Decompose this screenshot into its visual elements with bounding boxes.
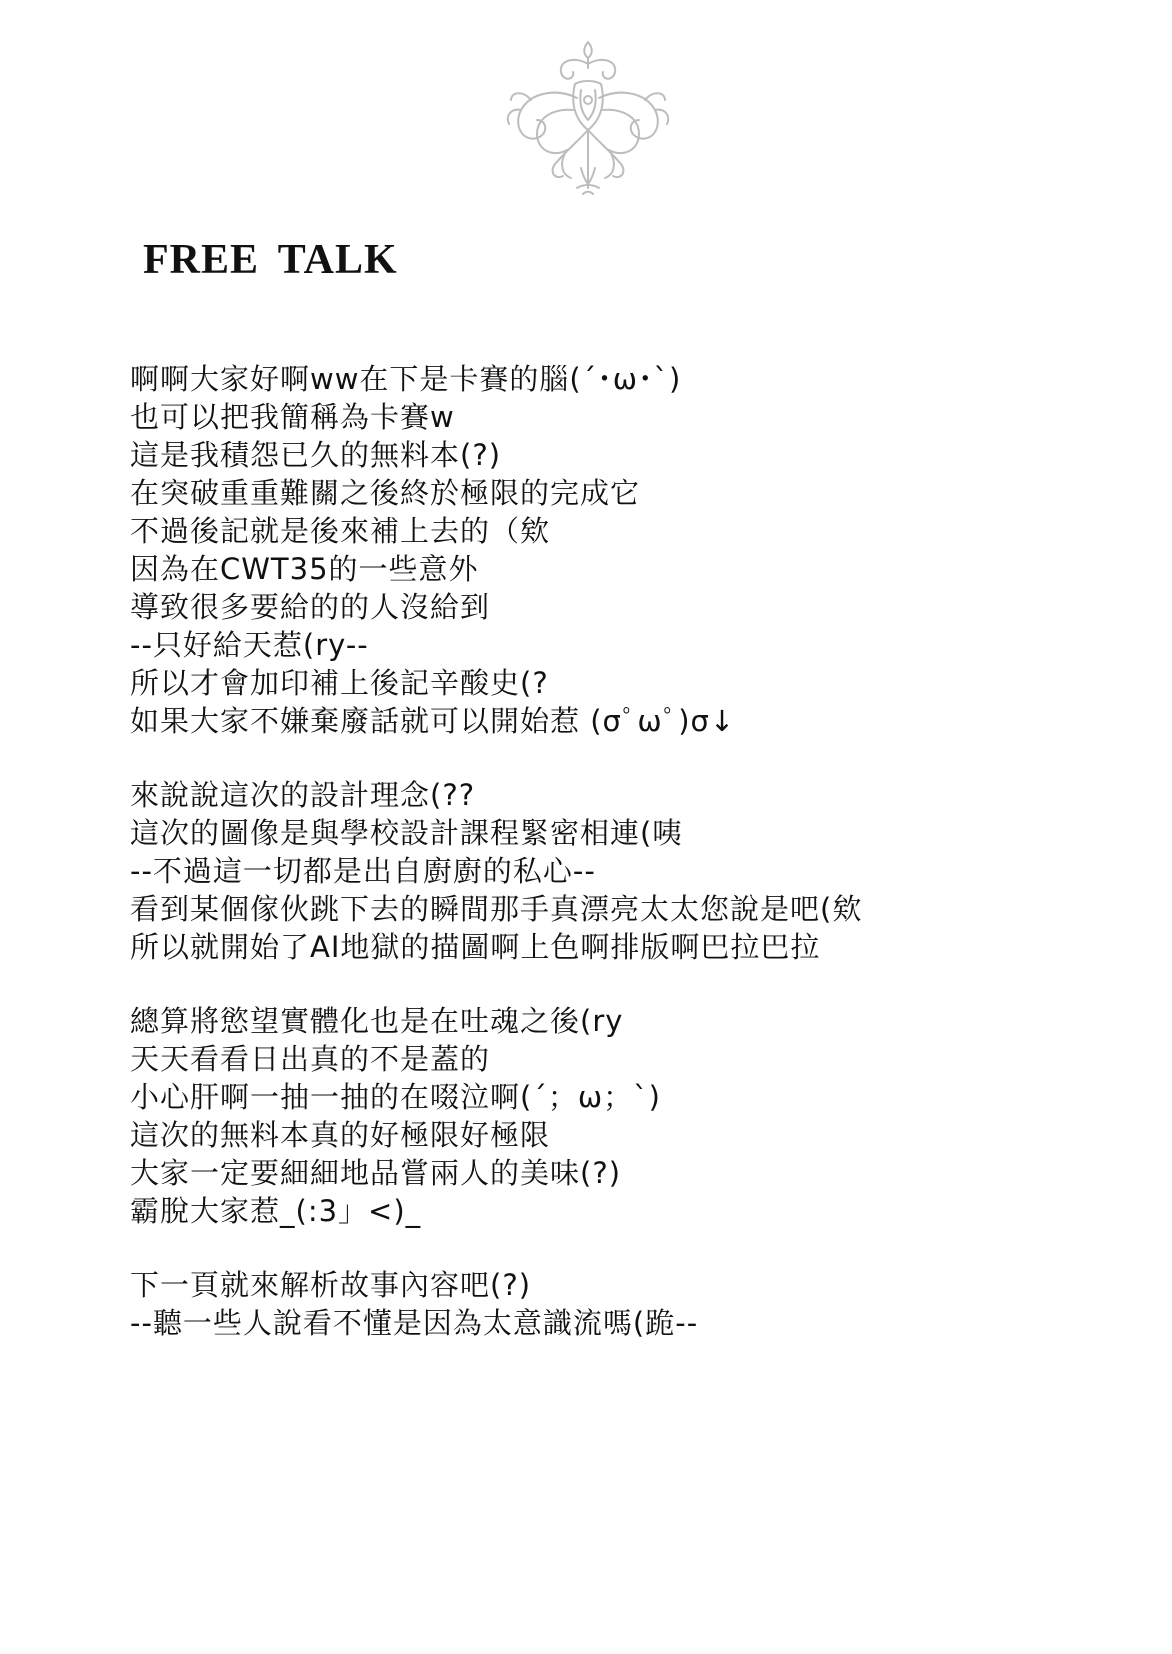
text-line: 所以才會加印補上後記辛酸史(? [130,666,549,700]
text-line: 這是我積怨已久的無料本(?) [130,438,502,472]
text-line: 總算將慾望實體化也是在吐魂之後(ry [130,1004,624,1038]
text-line: 如果大家不嫌棄廢話就可以開始惹 (σﾟωﾟ)σ↓ [130,704,736,738]
page-title: FREE TALK [143,237,398,283]
text-line: 來說說這次的設計理念(?? [130,778,476,812]
text-line: 也可以把我簡稱為卡賽w [130,400,455,434]
text-line: 導致很多要給的的人沒給到 [130,590,491,624]
text-line: 這次的圖像是與學校設計課程緊密相連(咦 [130,816,683,850]
paragraph [130,1266,1130,1342]
text-line: 小心肝啊一抽一抽的在啜泣啊(´；ω；`) [130,1080,661,1114]
text-line: 大家一定要細細地品嘗兩人的美味(?) [130,1156,622,1190]
free-talk-body [130,360,1130,1378]
paragraph [130,360,1130,740]
text-line: 啊啊大家好啊ww在下是卡賽的腦(´･ω･`) [130,362,682,396]
ornament-crest-icon [497,38,679,200]
text-line: --不過這一切都是出自廚廚的私心-- [130,854,596,888]
text-line: 在突破重重難關之後終於極限的完成它 [130,476,641,510]
text-line: 因為在CWT35的一些意外 [130,552,479,586]
text-line: --只好給天惹(ry-- [130,628,369,662]
paragraph [130,776,1130,966]
text-line: 不過後記就是後來補上去的（欸 [130,514,551,548]
text-line: 霸脫大家惹_(:3」<)_ [130,1194,422,1228]
paragraph [130,1002,1130,1230]
text-line: 所以就開始了AI地獄的描圖啊上色啊排版啊巴拉巴拉 [130,930,821,964]
text-line: 下一頁就來解析故事內容吧(?) [130,1268,532,1302]
text-line: --聽一些人說看不懂是因為太意識流嗎(跪-- [130,1306,699,1340]
text-line: 看到某個傢伙跳下去的瞬間那手真漂亮太太您說是吧(欸 [130,892,863,926]
text-line: 這次的無料本真的好極限好極限 [130,1118,551,1152]
text-line: 天天看看日出真的不是蓋的 [130,1042,491,1076]
